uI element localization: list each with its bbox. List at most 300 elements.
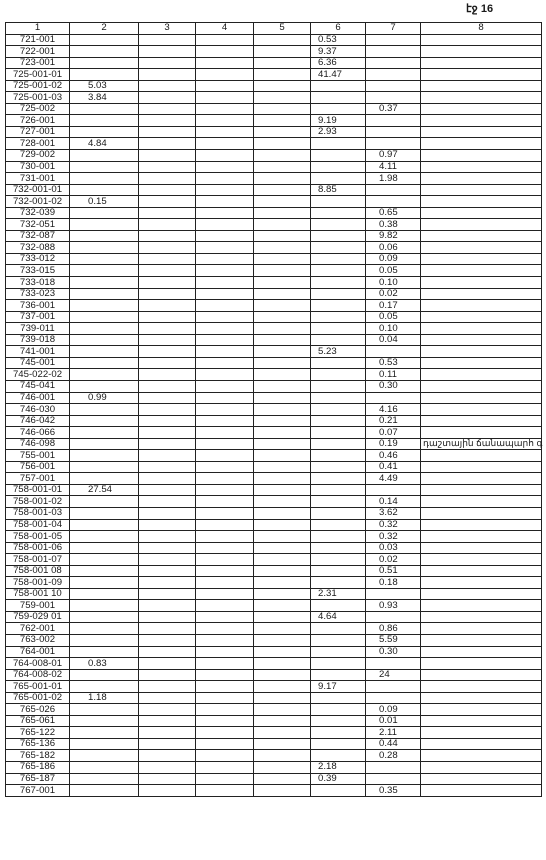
col4-value-cell [196,311,254,323]
col8-note-cell [421,173,542,185]
col3-value-cell [139,611,196,623]
col8-note-cell [421,588,542,600]
col8-note-cell [421,611,542,623]
col6-value-cell [311,323,366,335]
col4-value-cell [196,392,254,404]
col2-value-cell [70,69,139,81]
table-row [6,600,542,612]
table-row [6,80,542,92]
col4-value-cell [196,161,254,173]
col5-value-cell [254,253,311,265]
col3-value-cell [139,785,196,797]
col5-value-cell [254,588,311,600]
col6-value-cell [311,531,366,543]
col5-value-cell [254,669,311,681]
parcel-code-cell: 732-001-01 [6,184,70,196]
col6-value-cell [311,219,366,231]
col2-value-cell [70,404,139,416]
col5-value-cell [254,357,311,369]
col7-value-cell: 0.44 [366,738,421,750]
col2-value-cell: 4.84 [70,138,139,150]
col6-value-cell [311,450,366,462]
col4-value-cell [196,461,254,473]
col8-note-cell [421,207,542,219]
col8-note-cell [421,230,542,242]
col3-value-cell [139,681,196,693]
col5-value-cell [254,126,311,138]
table-row [6,161,542,173]
col6-value-cell [311,438,366,450]
col2-value-cell [70,507,139,519]
col2-value-cell [70,623,139,635]
table-row [6,473,542,485]
col4-value-cell [196,34,254,46]
col4-value-cell [196,681,254,693]
col6-value-cell: 9.17 [311,681,366,693]
col5-value-cell [254,531,311,543]
col6-value-cell [311,150,366,162]
table-row [6,692,542,704]
table-row [6,92,542,104]
col7-value-cell: 2.11 [366,727,421,739]
col7-value-cell: 0.17 [366,300,421,312]
col8-note-cell [421,773,542,785]
col8-note-cell [421,392,542,404]
col6-value-cell [311,392,366,404]
table-row [6,138,542,150]
col7-value-cell [366,34,421,46]
col6-value-cell [311,785,366,797]
parcel-code-cell: 758-001-06 [6,542,70,554]
col6-value-cell [311,473,366,485]
col7-value-cell [366,484,421,496]
col5-value-cell [254,69,311,81]
col6-value-cell: 4.64 [311,611,366,623]
table-row [6,704,542,716]
col5-value-cell [254,519,311,531]
parcel-code-cell: 767-001 [6,785,70,797]
col3-value-cell [139,727,196,739]
col5-value-cell [254,242,311,254]
col6-value-cell [311,311,366,323]
col8-note-cell [421,738,542,750]
table-row [6,69,542,81]
col5-value-cell [254,542,311,554]
col2-value-cell [70,173,139,185]
col7-value-cell: 0.09 [366,253,421,265]
col4-value-cell [196,380,254,392]
col5-value-cell [254,681,311,693]
col3-value-cell [139,588,196,600]
col5-value-cell [254,646,311,658]
table-row [6,450,542,462]
col7-value-cell: 0.14 [366,496,421,508]
col4-value-cell [196,207,254,219]
page-number-label: էջ 16 [466,3,494,15]
col5-value-cell [254,762,311,774]
table-row [6,242,542,254]
col3-value-cell [139,357,196,369]
col7-value-cell: 4.49 [366,473,421,485]
col6-value-cell [311,427,366,439]
col8-note-cell [421,184,542,196]
col8-note-cell [421,219,542,231]
col3-value-cell [139,519,196,531]
col4-value-cell [196,80,254,92]
col5-value-cell [254,103,311,115]
col8-note-cell [421,715,542,727]
parcel-code-cell: 732-001-02 [6,196,70,208]
table-row [6,634,542,646]
col6-value-cell: 0.39 [311,773,366,785]
col3-value-cell [139,646,196,658]
col3-value-cell [139,34,196,46]
col3-value-cell [139,438,196,450]
col4-value-cell [196,507,254,519]
table-row [6,531,542,543]
col8-note-cell [421,80,542,92]
col5-value-cell [254,727,311,739]
col5-value-cell [254,715,311,727]
col2-value-cell [70,773,139,785]
col5-value-cell [254,207,311,219]
col8-note-cell [421,634,542,646]
parcel-code-cell: 746-066 [6,427,70,439]
col4-value-cell [196,288,254,300]
col5-value-cell [254,750,311,762]
col3-value-cell [139,184,196,196]
col7-value-cell [366,57,421,69]
table-row [6,392,542,404]
parcel-code-cell: 765-122 [6,727,70,739]
col5-value-cell [254,300,311,312]
col5-value-cell [254,311,311,323]
col5-value-cell [254,196,311,208]
parcel-code-cell: 725-002 [6,103,70,115]
col4-value-cell [196,138,254,150]
column-header: 4 [196,23,254,35]
col6-value-cell [311,600,366,612]
col4-value-cell [196,277,254,289]
col7-value-cell [366,138,421,150]
col5-value-cell [254,161,311,173]
col6-value-cell [311,242,366,254]
col5-value-cell [254,738,311,750]
table-header-row [6,23,542,35]
col2-value-cell [70,473,139,485]
col4-value-cell [196,427,254,439]
col2-value-cell [70,565,139,577]
col8-note-cell [421,531,542,543]
col2-value-cell [70,681,139,693]
col8-note-cell [421,196,542,208]
col8-note-cell [421,404,542,416]
col7-value-cell: 0.65 [366,207,421,219]
col4-value-cell [196,415,254,427]
table-row [6,184,542,196]
col3-value-cell [139,634,196,646]
parcel-code-cell: 732-088 [6,242,70,254]
col8-note-cell [421,277,542,289]
col5-value-cell [254,496,311,508]
table-row [6,565,542,577]
parcel-code-cell: 741-001 [6,346,70,358]
col7-value-cell [366,126,421,138]
col2-value-cell [70,34,139,46]
col7-value-cell: 0.35 [366,785,421,797]
col6-value-cell [311,80,366,92]
parcel-code-cell: 759-029 01 [6,611,70,623]
parcel-code-cell: 722-001 [6,46,70,58]
col4-value-cell [196,57,254,69]
col8-note-cell [421,750,542,762]
col4-value-cell [196,450,254,462]
col4-value-cell [196,103,254,115]
col8-note-cell [421,577,542,589]
col6-value-cell [311,658,366,670]
parcel-code-cell: 721-001 [6,34,70,46]
col3-value-cell [139,738,196,750]
col3-value-cell [139,311,196,323]
col8-note-cell [421,427,542,439]
col4-value-cell [196,300,254,312]
col4-value-cell [196,715,254,727]
col7-value-cell [366,92,421,104]
col8-note-cell [421,311,542,323]
col7-value-cell: 0.05 [366,311,421,323]
col6-value-cell [311,519,366,531]
parcel-code-cell: 765-001-01 [6,681,70,693]
col2-value-cell [70,230,139,242]
col2-value-cell [70,103,139,115]
col5-value-cell [254,288,311,300]
col8-note-cell [421,161,542,173]
col5-value-cell [254,773,311,785]
parcel-code-cell: 762-001 [6,623,70,635]
col3-value-cell [139,253,196,265]
col6-value-cell [311,253,366,265]
col8-note-cell [421,92,542,104]
col6-value-cell [311,496,366,508]
table-row [6,115,542,127]
col6-value-cell [311,265,366,277]
parcel-code-cell: 763-002 [6,634,70,646]
col2-value-cell [70,184,139,196]
col4-value-cell [196,577,254,589]
table-row [6,484,542,496]
col4-value-cell [196,738,254,750]
col8-note-cell [421,369,542,381]
col3-value-cell [139,669,196,681]
col4-value-cell [196,219,254,231]
col6-value-cell [311,277,366,289]
table-row [6,773,542,785]
col6-value-cell [311,565,366,577]
col5-value-cell [254,577,311,589]
col8-note-cell [421,669,542,681]
column-header: 6 [311,23,366,35]
col8-note-cell [421,496,542,508]
col3-value-cell [139,242,196,254]
col8-note-cell [421,704,542,716]
col3-value-cell [139,161,196,173]
parcel-code-cell: 765-026 [6,704,70,716]
col8-note-cell [421,346,542,358]
col2-value-cell [70,46,139,58]
col5-value-cell [254,46,311,58]
parcel-code-cell: 758-001-07 [6,554,70,566]
col7-value-cell: 0.19 [366,438,421,450]
col7-value-cell: 0.46 [366,450,421,462]
col6-value-cell [311,577,366,589]
parcel-code-cell: 723-001 [6,57,70,69]
col7-value-cell: 0.02 [366,288,421,300]
col2-value-cell [70,380,139,392]
table-row [6,126,542,138]
col6-value-cell [311,646,366,658]
col7-value-cell: 0.51 [366,565,421,577]
table-row [6,196,542,208]
col6-value-cell: 6.36 [311,57,366,69]
col7-value-cell: 0.28 [366,750,421,762]
col4-value-cell [196,727,254,739]
col3-value-cell [139,623,196,635]
parcel-code-cell: 758-001-02 [6,496,70,508]
col4-value-cell [196,704,254,716]
col7-value-cell: 0.03 [366,542,421,554]
col5-value-cell [254,554,311,566]
col7-value-cell: 24 [366,669,421,681]
col7-value-cell: 0.86 [366,623,421,635]
col6-value-cell [311,207,366,219]
table-row [6,577,542,589]
col6-value-cell [311,715,366,727]
col3-value-cell [139,773,196,785]
col2-value-cell [70,450,139,462]
col2-value-cell [70,461,139,473]
col5-value-cell [254,404,311,416]
col3-value-cell [139,461,196,473]
col2-value-cell [70,427,139,439]
col8-note-cell [421,484,542,496]
col8-note-cell [421,507,542,519]
col8-note-cell [421,334,542,346]
col7-value-cell [366,762,421,774]
col8-note-cell [421,242,542,254]
col5-value-cell [254,565,311,577]
table-row [6,750,542,762]
col6-value-cell: 9.37 [311,46,366,58]
col2-value-cell [70,219,139,231]
col2-value-cell [70,646,139,658]
col5-value-cell [254,34,311,46]
col3-value-cell [139,369,196,381]
col4-value-cell [196,600,254,612]
col6-value-cell [311,196,366,208]
col8-note-cell [421,46,542,58]
col3-value-cell [139,762,196,774]
col4-value-cell [196,115,254,127]
col6-value-cell [311,727,366,739]
col4-value-cell [196,531,254,543]
parcel-code-cell: 733-012 [6,253,70,265]
parcel-code-cell: 759-001 [6,600,70,612]
col4-value-cell [196,346,254,358]
col8-note-cell [421,727,542,739]
col6-value-cell [311,704,366,716]
col7-value-cell: 9.82 [366,230,421,242]
col8-note-cell [421,253,542,265]
col8-note-cell [421,542,542,554]
col2-value-cell [70,300,139,312]
col5-value-cell [254,634,311,646]
col7-value-cell: 1.98 [366,173,421,185]
col5-value-cell [254,785,311,797]
col7-value-cell [366,681,421,693]
col6-value-cell [311,173,366,185]
parcel-code-cell: 725-001-01 [6,69,70,81]
col8-note-cell [421,69,542,81]
col2-value-cell [70,588,139,600]
col8-note-cell [421,288,542,300]
col7-value-cell [366,69,421,81]
col2-value-cell: 27.54 [70,484,139,496]
col4-value-cell [196,334,254,346]
parcel-code-cell: 765-061 [6,715,70,727]
col6-value-cell [311,738,366,750]
table-row [6,300,542,312]
parcel-code-cell: 765-136 [6,738,70,750]
table-row [6,34,542,46]
col2-value-cell [70,415,139,427]
col5-value-cell [254,450,311,462]
col7-value-cell [366,773,421,785]
col5-value-cell [254,92,311,104]
col4-value-cell [196,69,254,81]
col6-value-cell: 8.85 [311,184,366,196]
col7-value-cell [366,658,421,670]
table-row [6,438,542,450]
col7-value-cell: 4.11 [366,161,421,173]
table-row [6,623,542,635]
col3-value-cell [139,484,196,496]
col6-value-cell [311,692,366,704]
col6-value-cell [311,138,366,150]
col6-value-cell [311,161,366,173]
column-header: 2 [70,23,139,35]
parcel-code-cell: 733-018 [6,277,70,289]
table-row [6,173,542,185]
col8-note-cell [421,300,542,312]
parcel-code-cell: 727-001 [6,126,70,138]
col3-value-cell [139,577,196,589]
col3-value-cell [139,323,196,335]
col2-value-cell [70,253,139,265]
col2-value-cell [70,496,139,508]
col7-value-cell [366,346,421,358]
col3-value-cell [139,473,196,485]
col2-value-cell [70,242,139,254]
table-row [6,427,542,439]
col7-value-cell [366,392,421,404]
parcel-code-cell: 732-039 [6,207,70,219]
col7-value-cell [366,184,421,196]
col5-value-cell [254,230,311,242]
col8-note-cell [421,473,542,485]
col7-value-cell: 0.06 [366,242,421,254]
col5-value-cell [254,484,311,496]
col6-value-cell [311,103,366,115]
